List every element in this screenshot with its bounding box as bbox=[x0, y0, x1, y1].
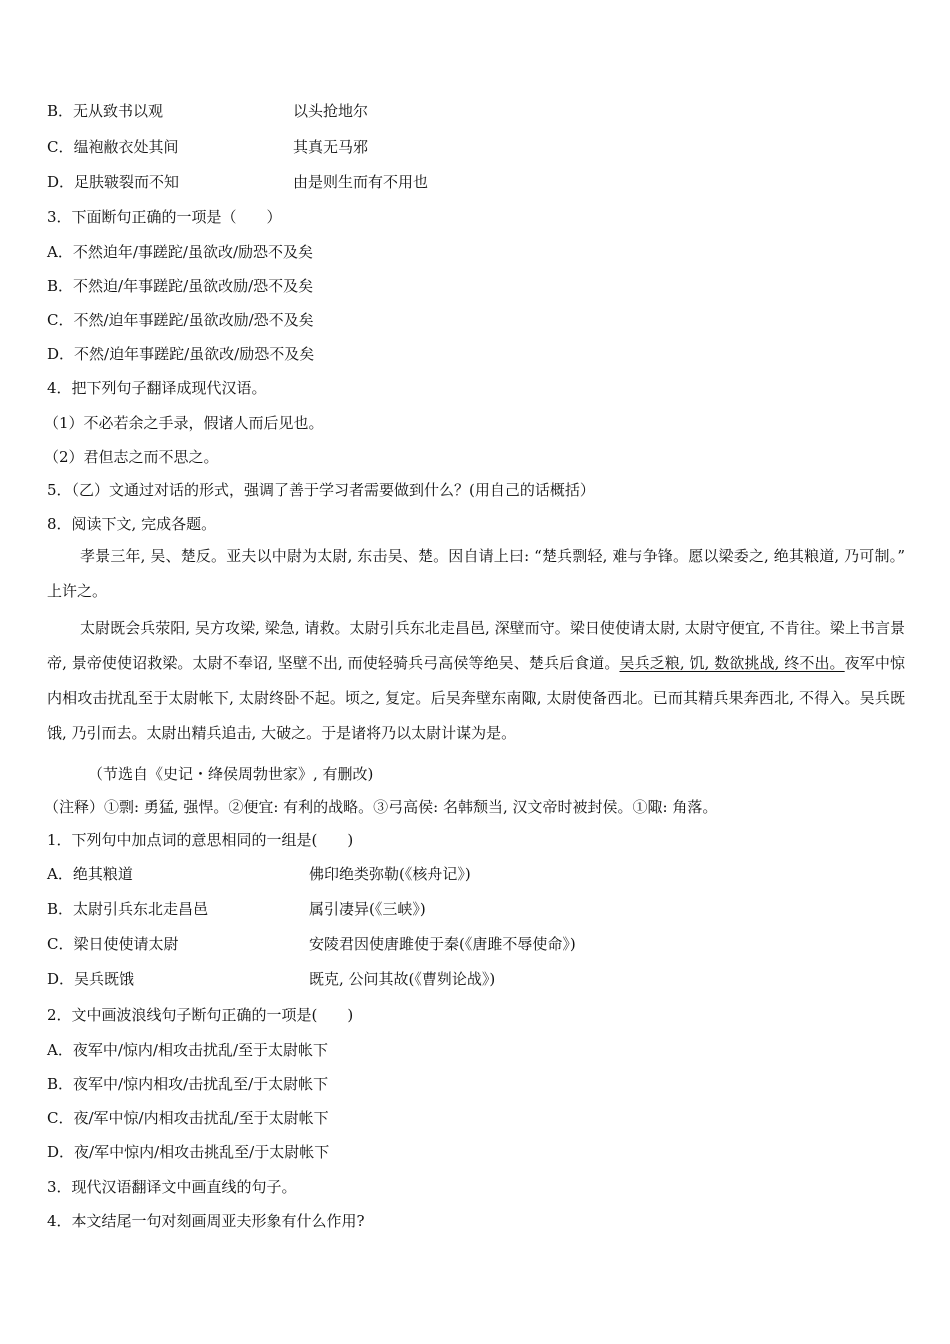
option-text-a: 梁日使使请太尉 bbox=[73, 935, 179, 953]
passage-paragraph-2 bbox=[47, 611, 905, 751]
option-label: A． bbox=[47, 865, 73, 883]
question-8-stem: 8．阅读下文, 完成各题。 bbox=[47, 515, 217, 533]
option-label: D． bbox=[47, 970, 75, 988]
subquestion-2-stem: 2．文中画波浪线句子断句正确的一项是( ) bbox=[47, 1006, 354, 1024]
option-label: B． bbox=[47, 102, 74, 120]
subquestion-2-option-a: A．夜军中/惊内/相攻击扰乱/至于太尉帐下 bbox=[47, 1041, 328, 1059]
option-text-b: 其真无马邪 bbox=[293, 138, 369, 156]
question-3-option-d: D．不然/迫年事蹉跎/虽欲改/励恐不及矣 bbox=[47, 345, 315, 363]
subquestion-1-option-c bbox=[47, 934, 576, 954]
option-label: D． bbox=[47, 173, 75, 191]
passage-text: 夜军中惊内相攻击扰乱至于太尉帐下, 太尉终卧不起。顷之, 复定。后吴奔壁东南陬, 太尉使备西北。已而其精兵果奔西北, 不得入。吴兵既饿, 乃引而去。太尉出精兵追击, 大破之。于是诸将乃以太尉计谋为是。 bbox=[47, 654, 905, 742]
option-text-a: 吴兵既饿 bbox=[74, 970, 135, 988]
option-text-a: 太尉引兵东北走昌邑 bbox=[73, 900, 209, 918]
subquestion-1-option-a bbox=[47, 864, 471, 884]
question-4-stem: 4．把下列句子翻译成现代汉语。 bbox=[47, 379, 267, 397]
option-row-c bbox=[47, 137, 369, 157]
option-row-d bbox=[47, 172, 429, 192]
option-text-a: 无从致书以观 bbox=[73, 102, 164, 120]
option-text-b: 佛印绝类弥勒(《核舟记》) bbox=[309, 865, 471, 883]
option-text-a: 缊袍敝衣处其间 bbox=[73, 138, 179, 156]
passage-notes: （注释）①剽: 勇猛, 强悍。②便宜: 有利的战略。③弓高侯: 名韩颓当, 汉文帝时被封侯。①陬: 角落。 bbox=[44, 798, 718, 816]
subquestion-1-stem: 1．下列句中加点词的意思相同的一组是( ) bbox=[47, 831, 354, 849]
option-text-b: 既克, 公问其故(《曹刿论战》) bbox=[309, 970, 496, 988]
option-label: C． bbox=[47, 138, 74, 156]
passage-text: 太尉既会兵荥阳, 吴方攻梁, 梁急, 请救。太尉引兵东北走昌邑, 深壁而守。梁日使使请太尉, 太尉守便宜, 不肯往。梁上书言景帝, 景帝使使诏救梁。太尉不奉诏, 坚壁不出, 而使轻骑兵弓高侯等绝吴、楚兵后食道。 bbox=[47, 619, 905, 672]
option-label: C． bbox=[47, 935, 74, 953]
question-4-item-1: （1）不必若余之手录，假诸人而后见也。 bbox=[44, 414, 324, 432]
passage-source: （节选自《史记・绛侯周勃世家》, 有删改) bbox=[88, 765, 374, 783]
option-text-b: 以头抢地尔 bbox=[293, 102, 369, 120]
passage-paragraph-1: 孝景三年, 吴、楚反。亚夫以中尉为太尉, 东击吴、楚。因自请上曰: “楚兵剽轻, 难与争锋。愿以梁委之, 绝其粮道, 乃可制。” 上许之。 bbox=[47, 547, 905, 600]
option-text-b: 由是则生而有不用也 bbox=[293, 173, 429, 191]
subquestion-2-option-b: B．夜军中/惊内相攻/击扰乱至/于太尉帐下 bbox=[47, 1075, 329, 1093]
subquestion-2-option-d: D．夜/军中惊内/相攻击挑乱至/于太尉帐下 bbox=[47, 1143, 330, 1161]
question-4-item-2: （2）君但志之而不思之。 bbox=[44, 448, 219, 466]
question-3-option-a: A．不然迫年/事蹉跎/虽欲改/励恐不及矣 bbox=[47, 243, 313, 261]
subquestion-1-option-b bbox=[47, 899, 426, 919]
option-text-a: 足肤皲裂而不知 bbox=[74, 173, 180, 191]
subquestion-2-option-c: C．夜/军中惊/内相攻击扰乱/至于太尉帐下 bbox=[47, 1109, 329, 1127]
underlined-sentence: 吴兵乏粮, 饥, 数欲挑战, 终不出。 bbox=[619, 654, 845, 672]
option-text-b: 安陵君因使唐雎使于秦(《唐雎不辱使命》) bbox=[309, 935, 576, 953]
option-label: B． bbox=[47, 900, 74, 918]
question-3-option-c: C．不然/迫年事蹉跎/虽欲改励/恐不及矣 bbox=[47, 311, 314, 329]
option-text-b: 属引凄异(《三峡》) bbox=[309, 900, 426, 918]
subquestion-4-stem: 4．本文结尾一句对刻画周亚夫形象有什么作用? bbox=[47, 1212, 365, 1230]
subquestion-3-stem: 3．现代汉语翻译文中画直线的句子。 bbox=[47, 1178, 297, 1196]
option-row-b bbox=[47, 101, 369, 121]
question-5-stem: 5．（乙）文通过对话的形式，强调了善于学习者需要做到什么？(用自己的话概括） bbox=[47, 481, 595, 499]
option-text-a: 绝其粮道 bbox=[72, 865, 133, 883]
question-3-stem: 3．下面断句正确的一项是（ ） bbox=[47, 208, 282, 226]
subquestion-1-option-d bbox=[47, 969, 496, 989]
question-3-option-b: B．不然迫/年事蹉跎/虽欲改励/恐不及矣 bbox=[47, 277, 314, 295]
